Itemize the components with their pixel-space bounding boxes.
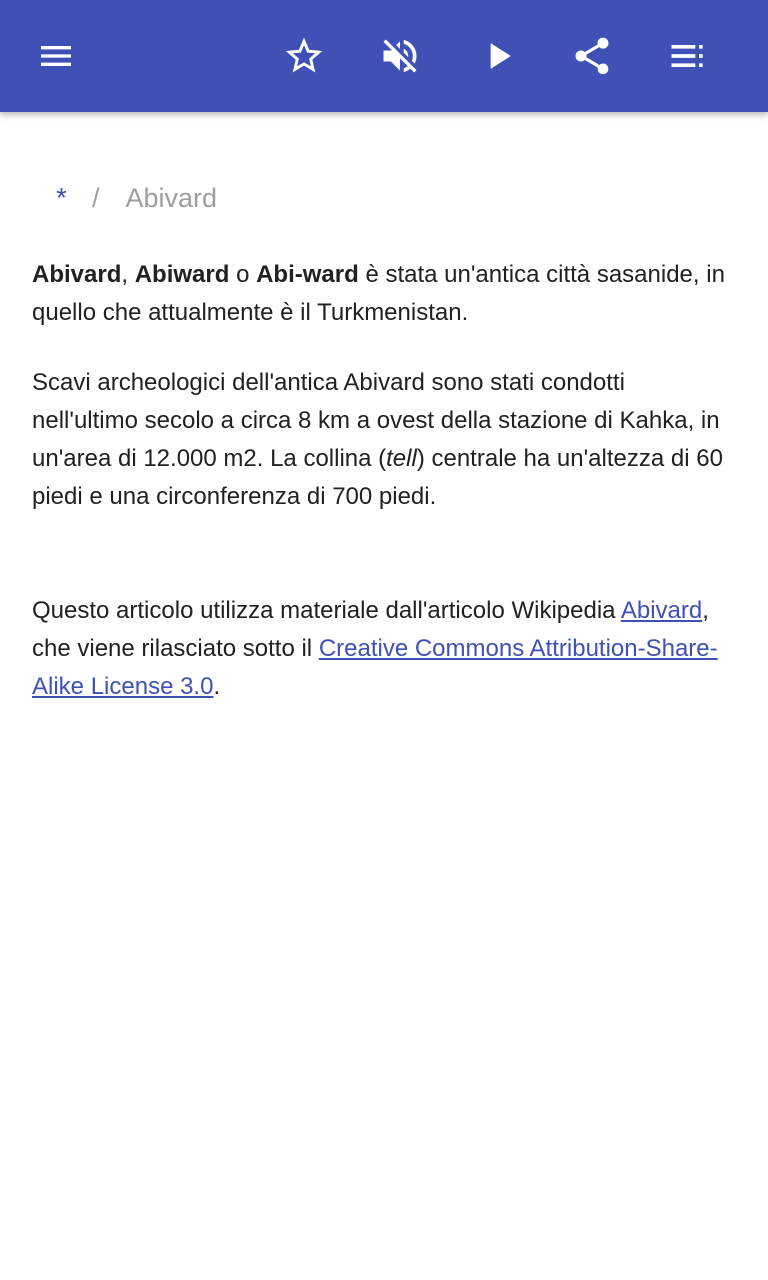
intro-paragraph xyxy=(32,256,736,332)
excavation-text-after: ) centrale ha un'altezza di 60 piedi e una circonferenza di 700 piedi. xyxy=(32,445,723,510)
excavation-text-before: Scavi archeologici dell'antica Abivard sono stati condotti nell'ultimo secolo a circa 8 km a ovest della stazione di Kahka, in un'area di 12.000 m2. La collina ( xyxy=(32,369,720,472)
menu-button[interactable] xyxy=(24,24,88,88)
name-abivard: Abivard xyxy=(32,261,122,288)
breadcrumb-separator: / xyxy=(92,182,100,213)
share-icon xyxy=(570,34,614,78)
excavation-paragraph xyxy=(32,364,736,516)
name-abi-ward: Abi-ward xyxy=(256,261,359,288)
menu-icon xyxy=(36,36,76,76)
star-outline-icon xyxy=(282,34,326,78)
article-body xyxy=(32,256,736,738)
attribution-text: Questo articolo utilizza materiale dall'articolo Wikipedia xyxy=(32,597,616,624)
conjunction: o xyxy=(236,261,250,288)
breadcrumb xyxy=(56,176,217,220)
license-link[interactable]: Creative Commons Attribution-Share-Alike License 3.0 xyxy=(32,635,718,700)
comma: , xyxy=(121,261,129,288)
app-toolbar xyxy=(0,0,768,112)
breadcrumb-current: Abivard xyxy=(125,182,218,213)
wikipedia-article-link[interactable]: Abivard xyxy=(620,597,703,624)
list-icon xyxy=(666,34,710,78)
attribution-middle: , che viene rilasciato sotto il xyxy=(32,597,709,662)
favorite-button[interactable] xyxy=(272,24,336,88)
contents-button[interactable] xyxy=(656,24,720,88)
mute-button[interactable] xyxy=(368,24,432,88)
volume-off-icon xyxy=(378,34,422,78)
play-button[interactable] xyxy=(466,24,530,88)
attribution-end: . xyxy=(213,673,221,700)
play-icon xyxy=(476,34,520,78)
article-content xyxy=(0,112,768,1280)
tell-term: tell xyxy=(386,445,417,472)
intro-text: è stata un'antica città sasanide, in quello che attualmente è il Turkmenistan. xyxy=(32,261,725,326)
name-abiward: Abiward xyxy=(134,261,230,288)
attribution-paragraph xyxy=(32,592,736,706)
breadcrumb-home-link[interactable]: * xyxy=(56,182,67,213)
share-button[interactable] xyxy=(560,24,624,88)
